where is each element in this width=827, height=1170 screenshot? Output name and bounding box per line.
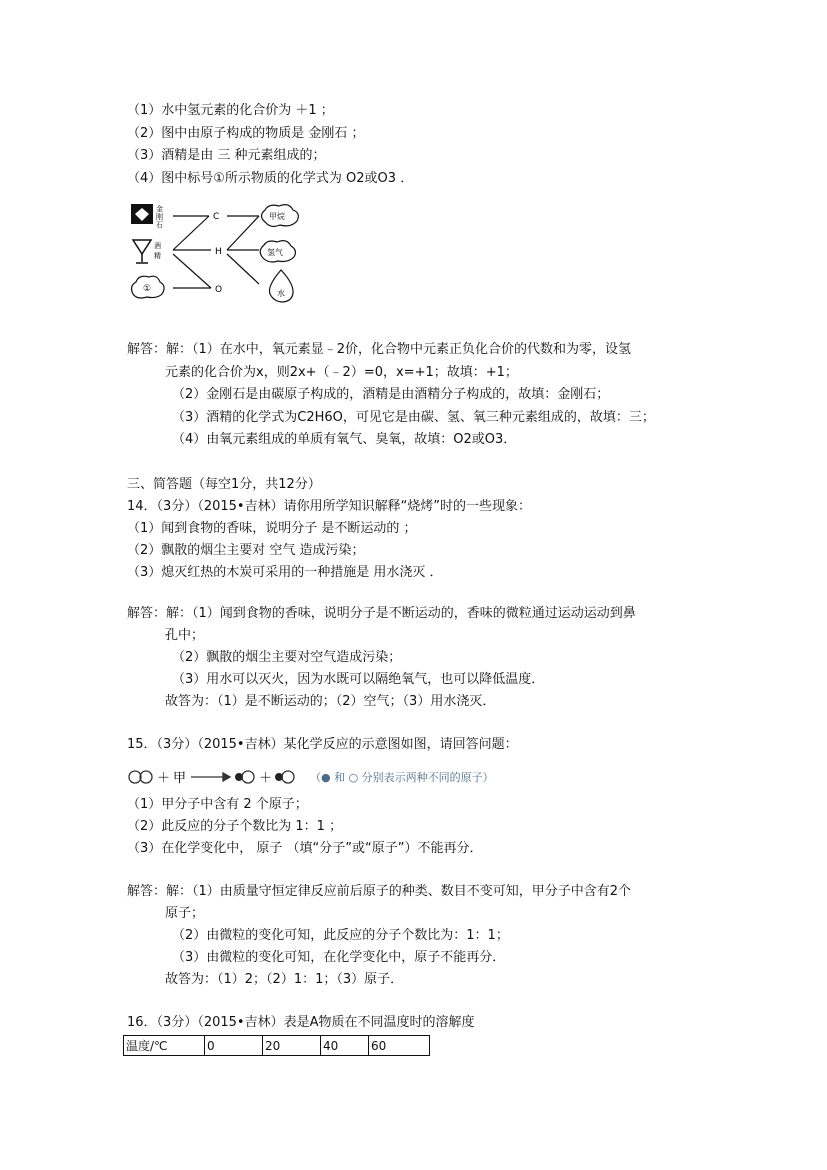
- q15-answer-line-2: 原子；: [165, 906, 205, 921]
- left-label-alcohol-1: 酒: [154, 242, 161, 250]
- q13-answer-line-5: （4）由氧元素组成的单质有氧气、臭氧，故填：O2或O3．: [172, 432, 517, 447]
- q14-stem: 14．（3分）（2015•吉林）请你用所学知识解释“烧烤”时的一些现象：: [127, 499, 532, 514]
- connector-lines-right: [227, 216, 259, 284]
- diamond-icon: [131, 204, 153, 224]
- q15-answer-line-4: （3）由微粒的变化可知，在化学变化中，原子不能再分．: [172, 950, 506, 965]
- q15-item-3: （3）在化学变化中， 原子 （填“分子”或“原子”）不能再分．: [127, 841, 483, 856]
- q14-answer-line-4: （3）用水可以灭火，因为水既可以隔绝氧气，也可以降低温度．: [172, 672, 545, 687]
- q13-item-1: （1）水中氢元素的化合价为 ＋1 ；: [127, 103, 334, 118]
- legend-note: （● 和 ○ 分别表示两种不同的原子）: [310, 771, 494, 784]
- q14-answer-line-1: 解答：解：（1）闻到食物的香味，说明分子是不断运动的，香味的微粒通过运动运动到鼻: [127, 606, 636, 621]
- q13-answer-line-2: 元素的化合价为x，则2x+（﹣2）=0，x=+1；故填：+1；: [165, 365, 518, 380]
- right-label-water: 水: [277, 289, 285, 298]
- q14-item-3: （3）熄灭红热的木炭可采用的一种措施是 用水浇灭 ．: [127, 565, 443, 580]
- q16-stem: 16．（3分）（2015•吉林）表是A物质在不同温度时的溶解度: [127, 1015, 475, 1030]
- reaction-equation: [127, 766, 567, 788]
- product-molecule-2: [275, 771, 294, 783]
- table-row: [124, 1036, 430, 1056]
- q13-answer-line-3: （2）金刚石是由碳原子构成的，酒精是由酒精分子构成的，故填：金刚石；: [172, 387, 610, 402]
- q15-answer-line-3: （2）由微粒的变化可知，此反应的分子个数比为：1：1；: [172, 928, 509, 943]
- q13-item-3: （3）酒精是由 三 种元素组成的；: [127, 148, 326, 163]
- solubility-table: [123, 1035, 430, 1056]
- right-label-methane: 甲烷: [269, 212, 285, 221]
- q13-answer-line-4: （3）酒精的化学式为C2H6O，可见它是由碳、氢、氧三种元素组成的，故填：三；: [172, 410, 655, 425]
- left-label-circled-1: ①: [143, 284, 152, 294]
- table-header-cell: 温度/℃: [124, 1036, 205, 1056]
- product-molecule-1: [235, 771, 254, 783]
- q14-item-1: （1）闻到食物的香味，说明分子 是不断运动的 ；: [127, 521, 417, 536]
- left-label-alcohol-2: 精: [154, 252, 161, 260]
- left-label-diamond-2: 刚: [156, 213, 163, 221]
- q15-answer-line-1: 解答：解：（1）由质量守恒定律反应前后原子的种类、数目不变可知，甲分子中含有2个: [127, 884, 632, 899]
- q14-answer-line-3: （2）飘散的烟尘主要对空气造成污染；: [172, 650, 402, 665]
- left-label-diamond-3: 石: [156, 221, 163, 229]
- q14-answer-line-5: 故答为：（1）是不断运动的；（2）空气；（3）用水浇灭．: [165, 694, 496, 709]
- middle-label-h: H: [215, 247, 222, 257]
- right-label-hydrogen: 氢气: [267, 248, 283, 257]
- wine-glass-icon: [133, 240, 151, 263]
- connector-lines-left: [173, 216, 211, 288]
- q13-item-4: （4）图中标号①所示物质的化学式为 O2或O3 ．: [127, 171, 414, 186]
- q15-stem: 15．（3分）（2015•吉林）某化学反应的示意图如图，请回答问题：: [127, 737, 518, 752]
- plus-sign-1: ＋: [157, 771, 171, 786]
- section-heading: 三、简答题（每空1分，共12分）: [127, 477, 321, 492]
- plus-sign-2: ＋: [259, 771, 273, 786]
- reactant-jia: 甲: [173, 771, 187, 786]
- arrow-icon: [191, 773, 230, 781]
- q13-answer-line-1: 解答：解：（1）在水中，氧元素显﹣2价，化合物中元素正负化合价的代数和为零，设氢: [127, 342, 632, 357]
- left-label-diamond-1: 金: [156, 205, 163, 213]
- q14-answer-line-2: 孔中；: [165, 628, 205, 643]
- table-cell: 20: [263, 1036, 321, 1056]
- q15-item-1: （1）甲分子中含有 2 个原子；: [127, 797, 308, 812]
- middle-label-c: C: [213, 212, 220, 222]
- q15-item-2: （2）此反应的分子个数比为 1：1 ；: [127, 819, 343, 834]
- table-cell: 0: [205, 1036, 263, 1056]
- reactant-molecule: [129, 771, 152, 783]
- q14-item-2: （2）飘散的烟尘主要对 空气 造成污染；: [127, 543, 365, 558]
- q13-diagram: [127, 198, 307, 306]
- q13-item-2: （2）图中由原子构成的物质是 金刚石 ；: [127, 126, 365, 141]
- table-cell: 40: [321, 1036, 369, 1056]
- q15-answer-line-5: 故答为：（1）2；（2）1：1；（3）原子．: [165, 972, 404, 987]
- table-cell: 60: [369, 1036, 430, 1056]
- middle-label-o: O: [215, 285, 223, 295]
